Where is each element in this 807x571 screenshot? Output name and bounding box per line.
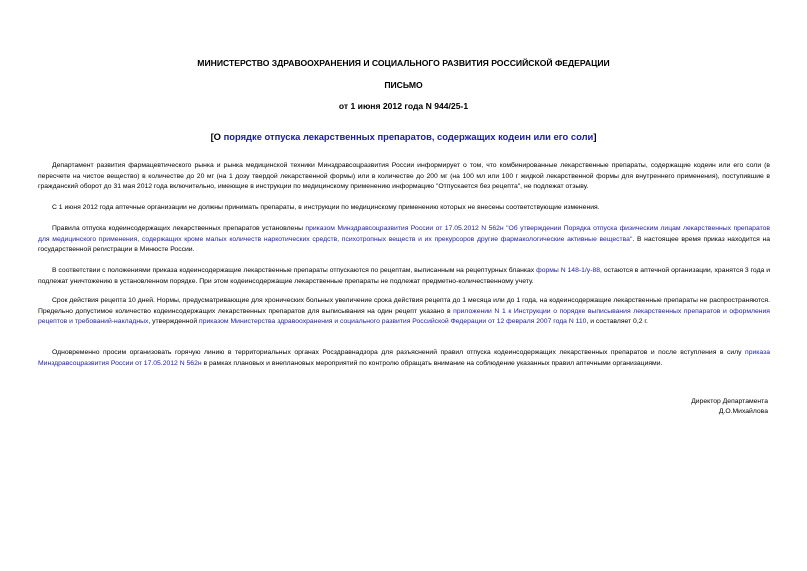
form-148-link[interactable]: формы N 148-1/у-88: [536, 267, 601, 274]
document-date-number: от 1 июня 2012 года N 944/25-1: [338, 101, 469, 111]
paragraph-4-text-b: , остаются в аптечной организации, хранятся 3 года и подлежат уничтожению в установленном порядке. При этом кодеинсодержащие лекарственные препараты не подлежат предметно-количественному учету.: [38, 267, 771, 285]
paragraph-1-text: Департамент развития фармацевтического рынка и рынка медицинской техники Минздравсоцразвития России информирует о том, что комбинированные лекарственные препараты, содержащие кодеин или его соли (в пересчете на чистое вещество) в количестве до 20 мг (на 1 дозу твердой лекарственной формы) или в количестве до 200 мг (на 100 мл или 100 г жидкой лекарственной формы для внутреннего применения), поступившие в гражданский оборот до 31 мая 2012 года включительно, имеющие в инструкции по медицинскому применению информацию "Отпускается без рецепта", не подлежат отзыву.: [38, 162, 770, 191]
ministry-title: МИНИСТЕРСТВО ЗДРАВООХРАНЕНИЯ И СОЦИАЛЬНОГО РАЗВИТИЯ РОССИЙСКОЙ ФЕДЕРАЦИИ: [197, 58, 610, 68]
signature-name: Д.О.Михайлова: [718, 408, 768, 416]
order-562n-link-2[interactable]: приказа Минздравсоцразвития России от 17.05.2012 N 562н: [38, 349, 770, 367]
paragraph-3-text: [38, 224, 770, 256]
order-110-link[interactable]: приказом Министерства здравоохранения и социального развития Российской Федерации от 12 февраля 2007 года N 110: [199, 318, 587, 326]
paragraph-3-text-b: . В настоящее время приказ находится на государственной регистрации в Минюсте России.: [38, 235, 770, 254]
paragraph-5-text-b: , утвержденной: [148, 318, 200, 326]
subject-suffix: ]: [593, 131, 597, 142]
signature-position: Директор Департамента: [691, 398, 768, 405]
paragraph-3: [38, 224, 770, 256]
subject-prefix: [О: [210, 131, 224, 142]
paragraph-6: [38, 348, 770, 369]
paragraph-2-text: С 1 июня 2012 года аптечные организации не должны принимать препараты, в инструкции по медицинскому применению которых не внесены соответствующие изменения.: [52, 204, 600, 211]
paragraph-5-text-c: , и составляет 0,2 г.: [586, 318, 648, 326]
paragraph-4-text-a: В соответствии с положениями приказа кодеинсодержащие лекарственные препараты отпускаются по рецептам, выписанным на рецептурных бланках: [52, 267, 537, 274]
order-562n-link[interactable]: приказом Минздравсоцразвития России от 17.05.2012 N 562н "Об утверждении Порядка отпуска физическим лицам лекарственных препаратов для медицинского применения, содержащих кроме малых количеств наркотических средств, психотропных веществ и их прекурсоров другие фармакологические активные вещества": [38, 225, 770, 243]
paragraph-4-text: [38, 266, 770, 287]
appendix-1-link[interactable]: приложении N 1 к Инструкции о порядке выписывания лекарственных препаратов и оформления рецептов и требований-накладных: [38, 307, 770, 326]
paragraph-4: [38, 266, 770, 287]
document-type: ПИСЬМО: [384, 80, 423, 90]
paragraph-6-text-a: Одновременно просим организовать горячую линию в территориальных органах Росздравнадзора для разъяснений правил отпуска кодеинсодержащих лекарственных препаратов и после вступления в силу: [52, 349, 746, 356]
paragraph-5-text: [38, 296, 770, 328]
signature-block: [691, 397, 768, 417]
paragraph-5-text-a: Срок действия рецепта 10 дней. Нормы, предусматривающие для хронических больных увеличение срока действия рецепта до 1 месяца или до 1 года, на кодеинсодержащие лекарственные препараты не распространяются. Предельно допустимое количество кодеинсодержащих лекарственных препаратов для выписывания на один рецепт указано в: [38, 297, 770, 315]
document-subject: [0, 131, 807, 142]
paragraph-6-text-b: в рамках плановых и внеплановых мероприятий по контролю обращать внимание на соблюдение указанных правил аптечными организациями.: [201, 359, 663, 367]
paragraph-2: [38, 203, 770, 214]
subject-link[interactable]: порядке отпуска лекарственных препаратов, содержащих кодеин или его соли: [223, 131, 594, 142]
paragraph-5: [38, 296, 770, 328]
paragraph-1: [38, 161, 770, 193]
paragraph-6-text: [38, 348, 770, 369]
paragraph-3-text-a: Правила отпуска кодеинсодержащих лекарственных препаратов установлены: [52, 225, 306, 232]
